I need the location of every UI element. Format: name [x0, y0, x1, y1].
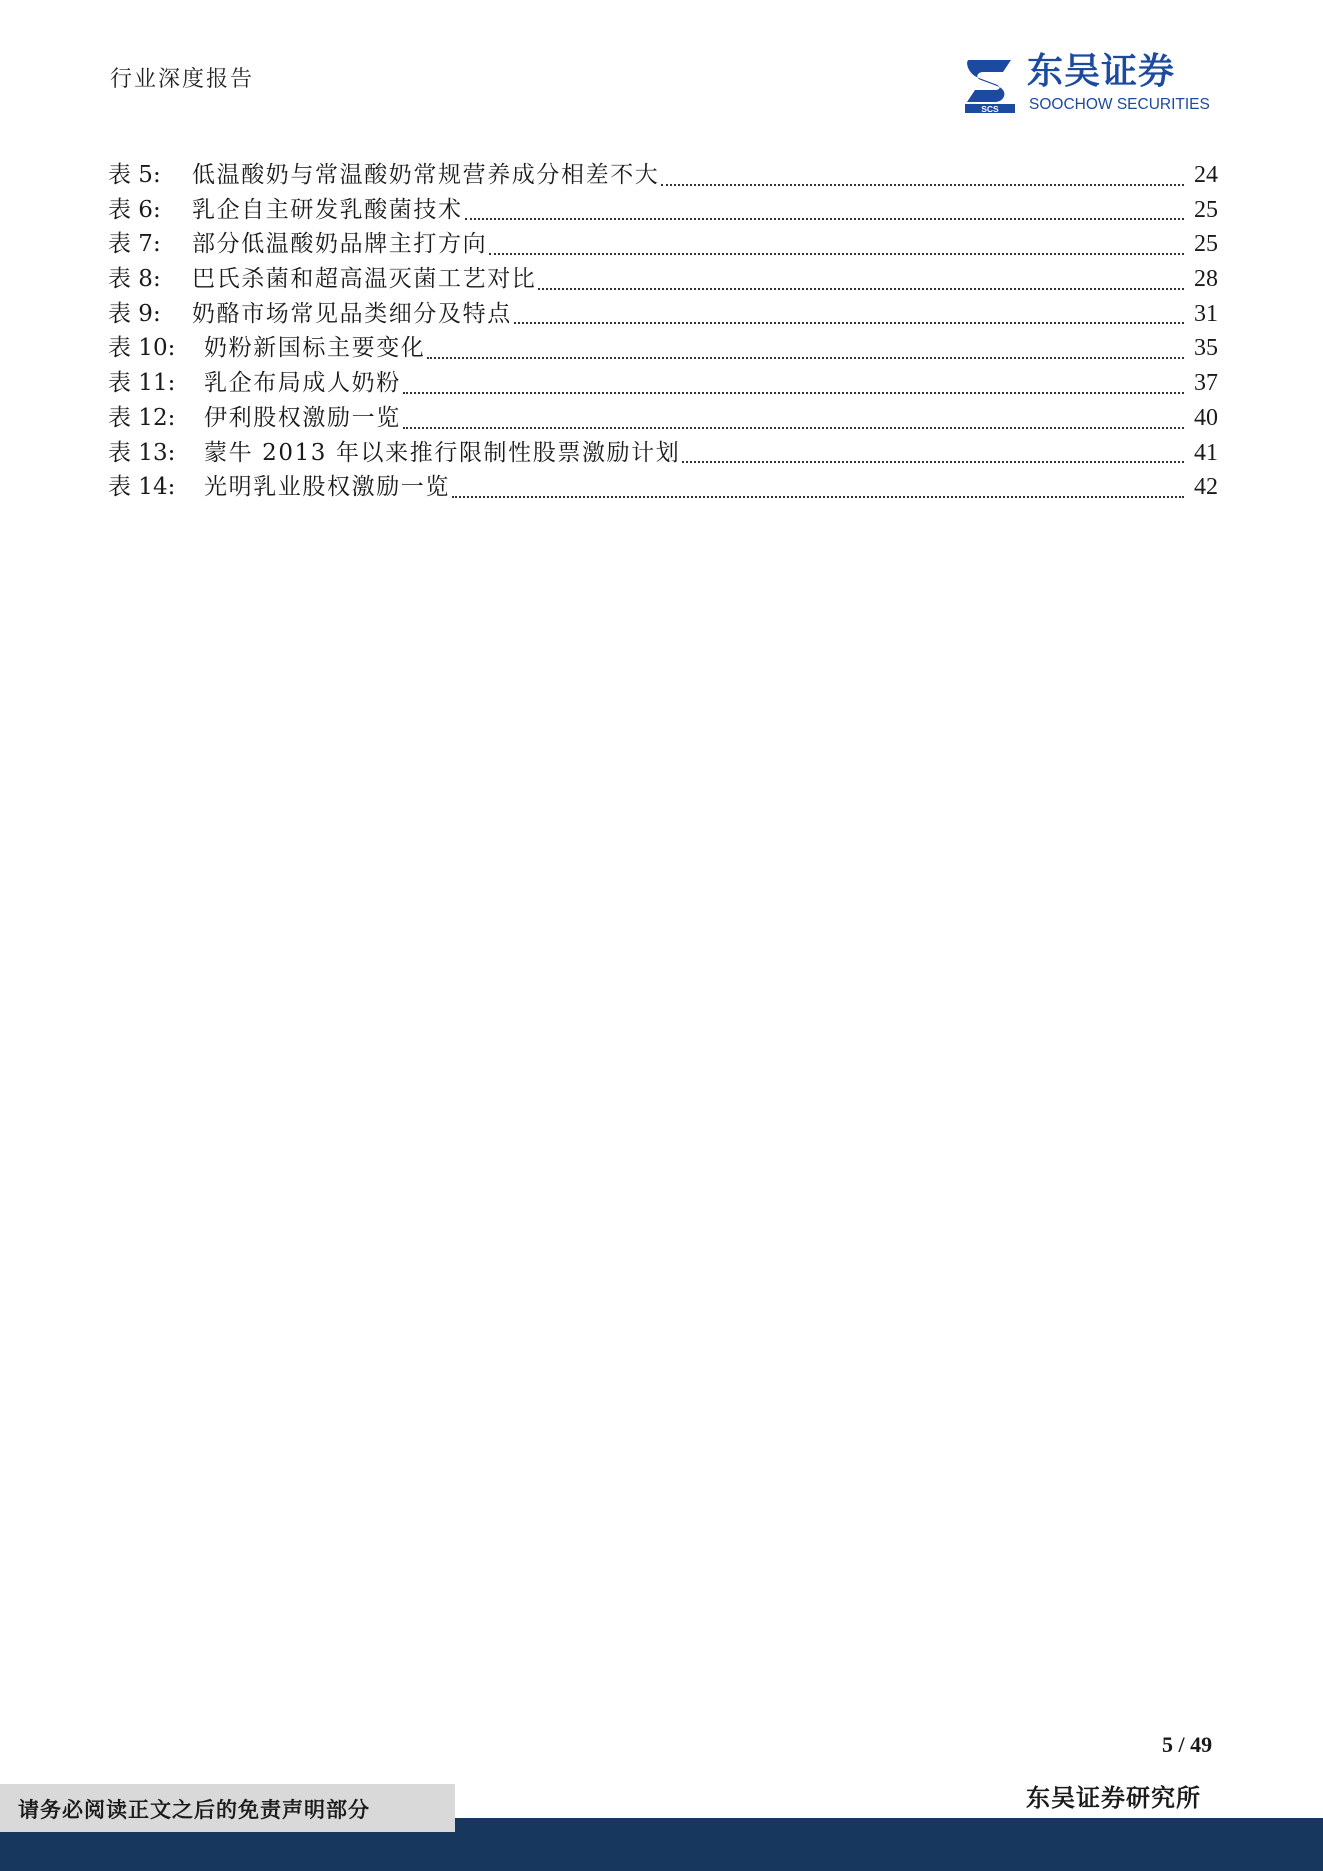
- company-logo: [963, 52, 1227, 118]
- toc-entry-label: 表 7:: [108, 231, 161, 258]
- toc-entry-title: 奶粉新国标主要变化: [204, 335, 426, 362]
- logo-mark-text: SCS: [981, 104, 999, 114]
- toc-entry-label: 表 14:: [108, 474, 176, 501]
- toc-entry-label: 表 12:: [108, 404, 176, 431]
- toc-entry-title: 光明乳业股权激励一览: [204, 474, 450, 501]
- toc-entry-label: 表 11:: [108, 370, 176, 397]
- toc-entry-page: 25: [1194, 196, 1218, 223]
- toc-entry[interactable]: [108, 470, 1218, 505]
- toc-leader-dots: [403, 392, 1184, 394]
- toc-entry[interactable]: [108, 401, 1218, 436]
- toc-entry-page: 42: [1194, 474, 1218, 501]
- toc-entry-label: 表 6:: [108, 196, 161, 223]
- toc-leader-dots: [465, 218, 1184, 220]
- toc-leader-dots: [427, 357, 1184, 359]
- toc-entry[interactable]: [108, 297, 1218, 332]
- disclaimer-box: [0, 1784, 455, 1832]
- toc-entry-title: 低温酸奶与常温酸奶常规营养成分相差不大: [192, 162, 660, 188]
- table-of-tables: [108, 158, 1218, 505]
- toc-entry-title: 蒙牛 2013 年以来推行限制性股票激励计划: [204, 439, 681, 466]
- toc-entry-title: 伊利股权激励一览: [204, 404, 401, 431]
- scs-logo-icon: [963, 56, 1017, 114]
- toc-leader-dots: [403, 427, 1184, 429]
- toc-leader-dots: [452, 496, 1184, 498]
- toc-entry[interactable]: [108, 227, 1218, 262]
- toc-entry-page: 41: [1194, 439, 1218, 466]
- toc-entry[interactable]: [108, 366, 1218, 401]
- logo-chinese-name: 东吴证券: [1027, 51, 1176, 92]
- toc-entry[interactable]: [108, 193, 1218, 228]
- toc-entry-page: 40: [1194, 404, 1218, 431]
- footer-institute-name: 东吴证券研究所: [1026, 1783, 1201, 1812]
- toc-entry-label: 表 8:: [108, 266, 161, 293]
- toc-entry-page: 25: [1194, 231, 1218, 258]
- toc-entry-title: 奶酪市场常见品类细分及特点: [192, 300, 512, 327]
- toc-leader-dots: [538, 288, 1184, 290]
- toc-entry[interactable]: [108, 436, 1218, 471]
- toc-entry-page: 31: [1194, 300, 1218, 327]
- toc-entry[interactable]: [108, 158, 1218, 193]
- report-type-header: 行业深度报告: [110, 67, 255, 92]
- disclaimer-text: 请务必阅读正文之后的免责声明部分: [18, 1797, 370, 1822]
- page-number: 5 / 49: [1162, 1732, 1213, 1757]
- toc-entry-label: 表 13:: [108, 439, 176, 466]
- toc-entry[interactable]: [108, 262, 1218, 297]
- toc-entry-page: 35: [1194, 335, 1218, 362]
- logo-english-name: SOOCHOW SECURITIES: [1029, 96, 1210, 113]
- toc-leader-dots: [682, 461, 1184, 463]
- toc-entry-label: 表 9:: [108, 300, 161, 327]
- toc-entry[interactable]: [108, 331, 1218, 366]
- toc-entry-title: 巴氏杀菌和超高温灭菌工艺对比: [192, 266, 537, 293]
- toc-entry-page: 24: [1194, 162, 1218, 188]
- toc-entry-title: 乳企自主研发乳酸菌技术: [192, 196, 463, 223]
- toc-leader-dots: [514, 322, 1184, 324]
- toc-entry-title: 乳企布局成人奶粉: [204, 370, 401, 397]
- toc-leader-dots: [489, 253, 1184, 255]
- toc-leader-dots: [661, 184, 1184, 186]
- toc-entry-page: 37: [1194, 370, 1218, 397]
- toc-entry-label: 表 10:: [108, 335, 176, 362]
- toc-entry-page: 28: [1194, 266, 1218, 293]
- toc-entry-title: 部分低温酸奶品牌主打方向: [192, 231, 488, 258]
- toc-entry-label: 表 5:: [108, 162, 161, 188]
